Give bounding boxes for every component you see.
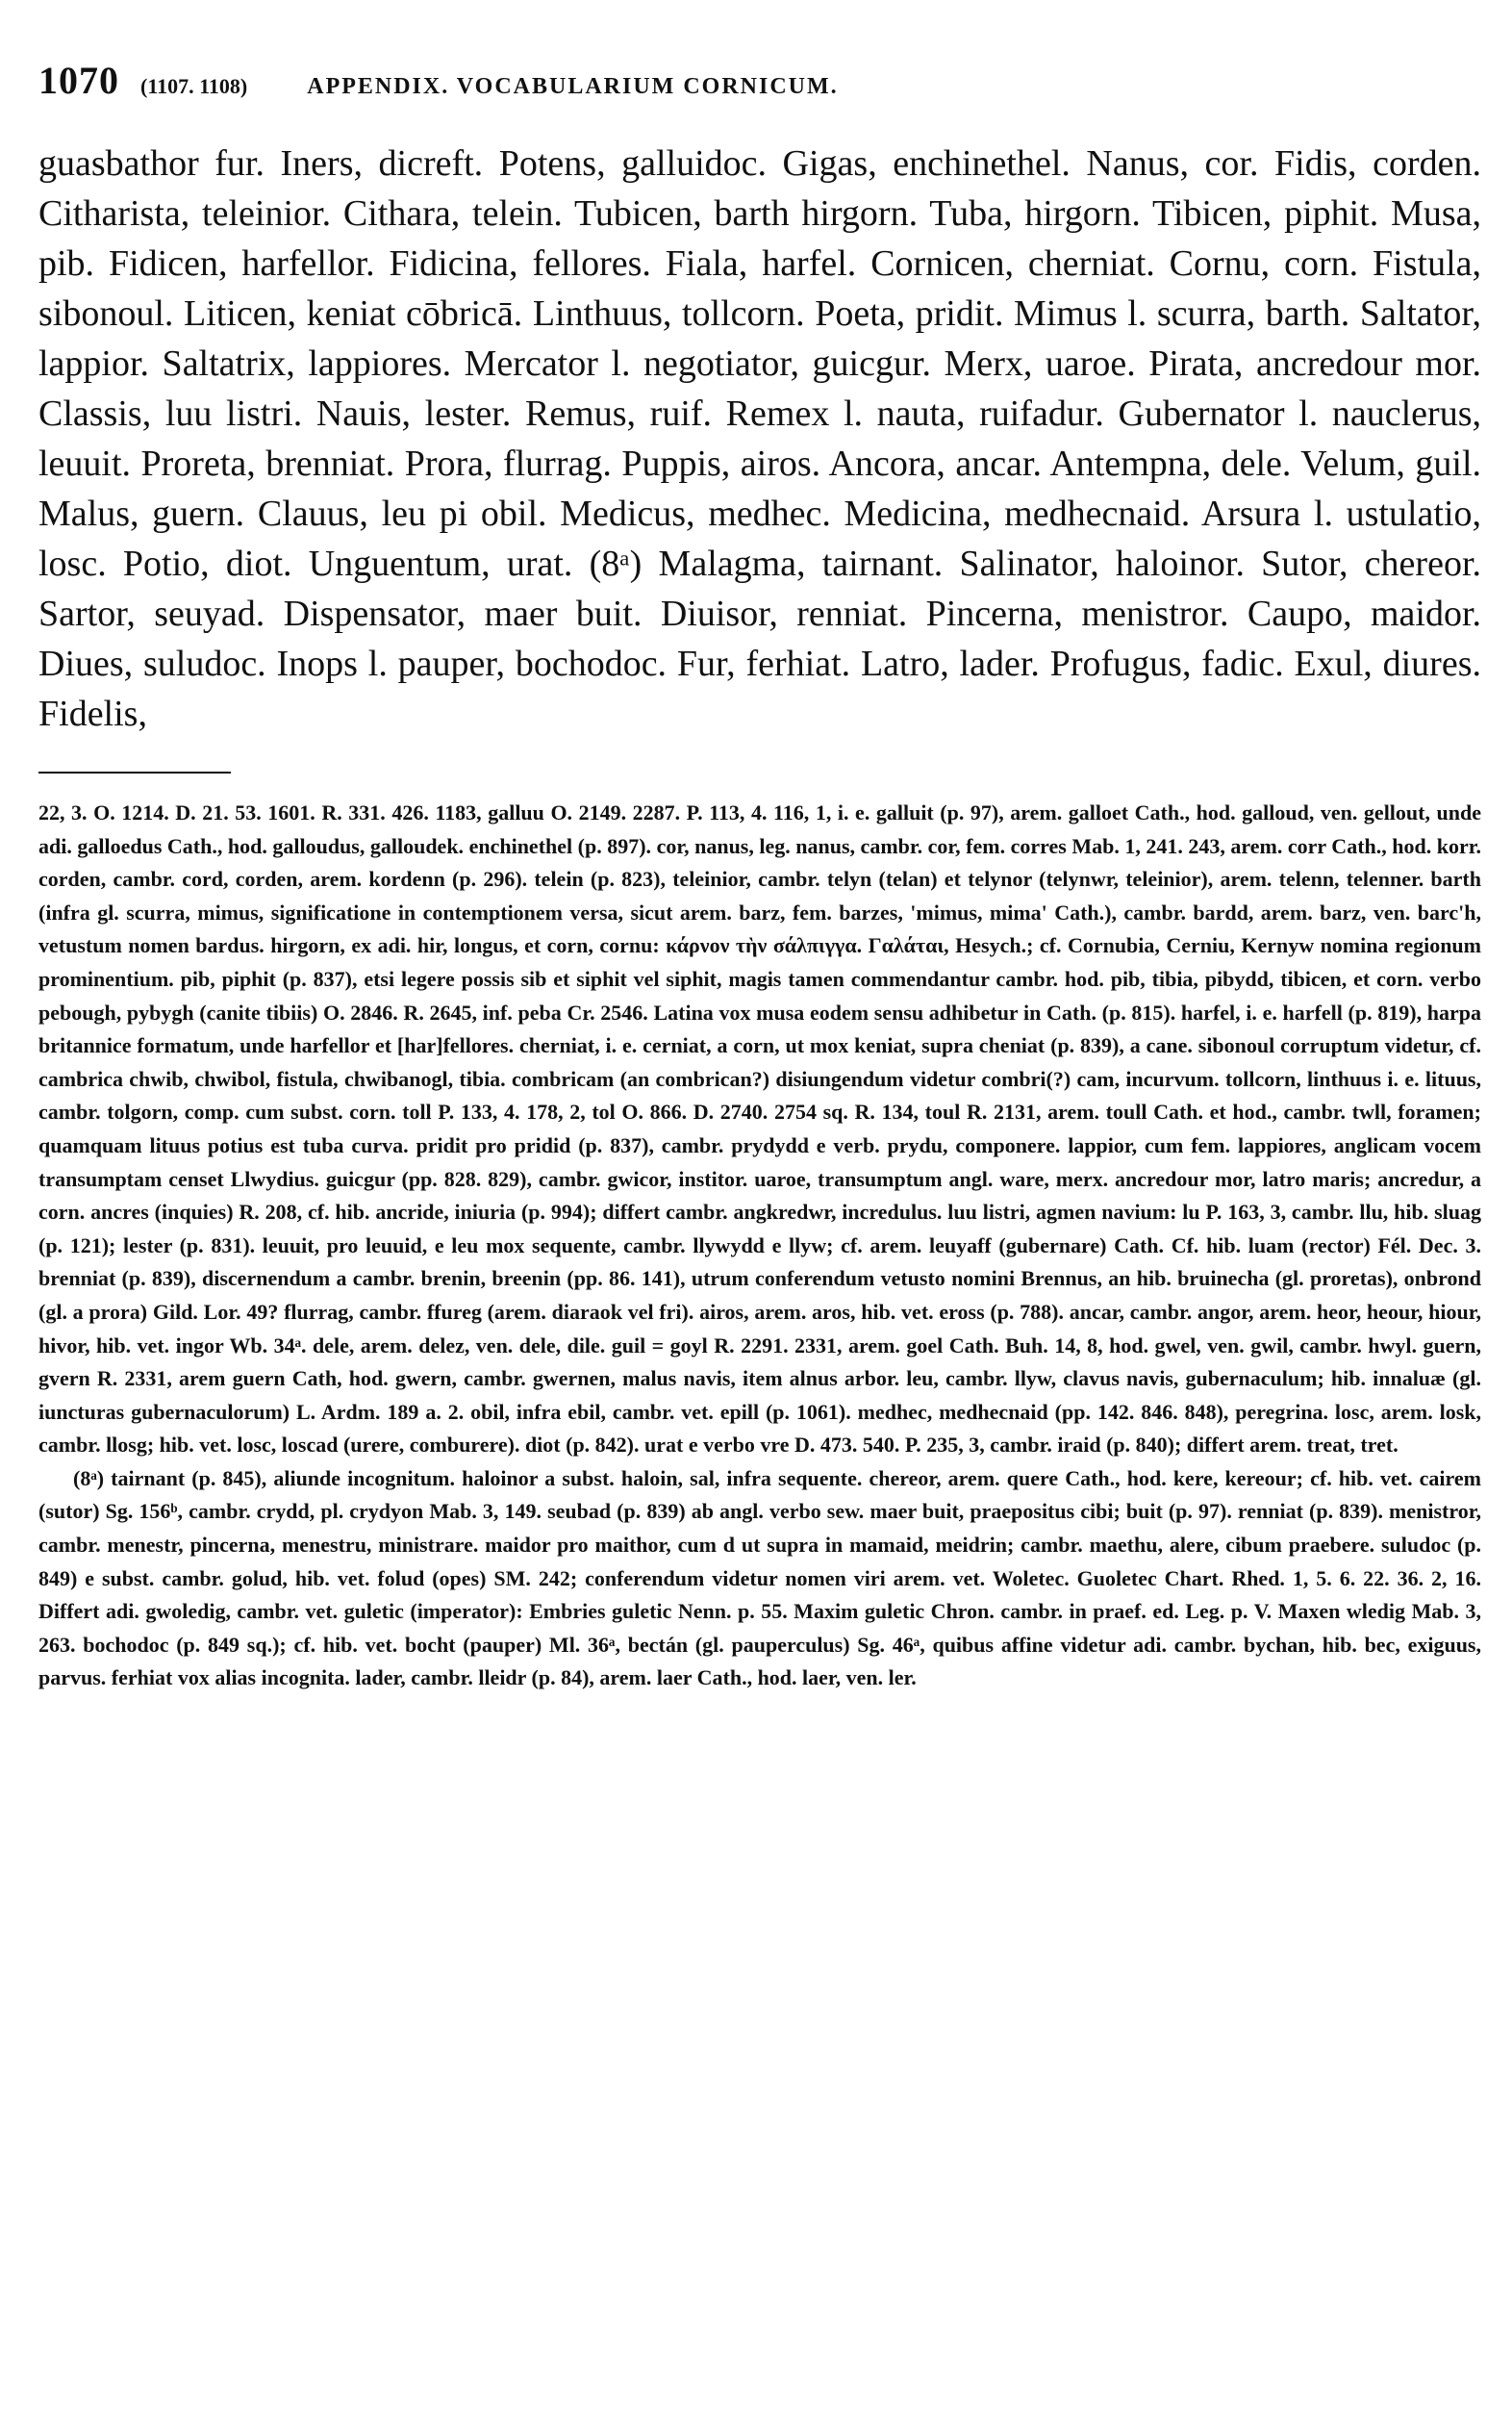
page-number: 1070 — [38, 59, 119, 102]
footnote-paragraph: (8ᵃ) tairnant (p. 845), aliunde incognitum. haloinor a subst. haloin, sal, infra sequente. chereor, arem. quere Cath., hod. kere, kereour; cf. hib. vet. cairem (sutor) Sg. 156ᵇ, cambr. crydd, pl. crydyon Mab. 3, 149. seubad (p. 839) ab angl. verbo sew. maer buit, praepositus cibi; buit (p. 97). renniat (p. 839). menistror, cambr. menestr, pincerna, menestru, ministrare. maidor pro maithor, cum d ut supra in mamaid, meidrin; cambr. maethu, alere, cibum praebere. suludoc (p. 849) e subst. cambr. golud, hib. vet. folud (opes) SM. 242; conferendum videtur nomen viri arem. vet. Woletec. Guoletec Chart. Rhed. 1, 5. 6. 22. 36. 2, 16. Differt adi. gwoledig, cambr. vet. guletic (imperator): Embries guletic Nenn. p. 55. Maxim guletic Chron. cambr. in praef. ed. Leg. p. V. Maxen wledig Mab. 3, 263. bochodoc (p. 849 sq.); cf. hib. vet. bocht (pauper) Ml. 36ᵃ, bectán (gl. pauperculus) Sg. 46ᵃ, quibus affine videtur adi. cambr. bychan, hib. bec, exiguus, parvus. ferhiat vox alias incognita. lader, cambr. lleidr (p. 84), arem. laer Cath., hod. laer, ven. ler. — [38, 1465, 1481, 1690]
column-range: (1107. 1108) — [140, 74, 248, 98]
running-header — [38, 58, 1481, 102]
running-head-title: APPENDIX. VOCABULARIUM CORNICUM. — [307, 74, 839, 99]
footnote-paragraph: 22, 3. O. 1214. D. 21. 53. 1601. R. 331. 426. 1183, galluu O. 2149. 2287. P. 113, 4. 116, 1, i. e. galluit (p. 97), arem. galloet Cath., hod. galloud, ven. gellout, unde adi. galloedus Cath., hod. galloudus, galloudek. enchinethel (p. 897). cor, nanus, leg. nanus, cambr. cor, fem. corres Mab. 1, 241. 243, arem. corr Cath., hod. korr. corden, cambr. cord, corden, arem. kordenn (p. 296). telein (p. 823), teleinior, cambr. telyn (telan) et telynor (telynwr, teleinior), arem. telenn, telenner. barth (infra gl. scurra, mimus, significatione in contemptionem versa, sicut arem. barz, fem. barzes, 'mimus, mima' Cath.), cambr. bardd, arem. barz, ven. barc'h, vetustum nomen bardus. hirgorn, ex adi. hir, longus, et corn, cornu: κάρνον τὴν σάλπιγγα. Γαλάται, Hesych.; cf. Cornubia, Cerniu, Kernyw nomina regionum prominentium. pib, piphit (p. 837), etsi legere possis sib et siphit vel siphit, magis tamen commendantur cambr. hod. pib, tibia, pibydd, tibicen, et corn. verbo pebough, pybygh (canite tibiis) O. 2846. R. 2645, inf. peba Cr. 2546. Latina vox musa eodem sensu adhibetur in Cath. (p. 815). harfel, i. e. harfell (p. 819), harpa britannice formatum, unde harfellor et [har]fellores. cherniat, i. e. cerniat, a corn, ut mox keniat, supra cheniat (p. 839), a cane. sibonoul corruptum videtur, cf. cambrica chwib, chwibol, fistula, chwibanogl, tibia. combricam (an combrican?) disiungendum videtur combri(?) cam, incurvum. tollcorn, linthuus i. e. lituus, cambr. tolgorn, comp. cum subst. corn. toll P. 133, 4. 178, 2, tol O. 866. D. 2740. 2754 sq. R. 134, toul R. 2131, arem. toull Cath. et hod., cambr. twll, foramen; quamquam lituus potius est tuba curva. pridit pro pridid (p. 837), cambr. prydydd e verb. prydu, componere. lappior, cum fem. lappiores, anglicam vocem transumptam censet Llwydius. guicgur (pp. 828. 829), cambr. gwicor, institor. uaroe, transumptum angl. ware, merx. ancredour mor, latro maris; ancredur, a corn. ancres (inquies) R. 208, cf. hib. ancride, iniuria (p. 994); differt cambr. angkredwr, incredulus. luu listri, agmen navium: lu P. 163, 3, cambr. llu, hib. sluag (p. 121); lester (p. 831). leuuit, pro leuuid, e leu mox sequente, cambr. llywydd e llyw; cf. arem. leuyaff (gubernare) Cath. Cf. hib. luam (rector) Fél. Dec. 3. brenniat (p. 839), discernendum a cambr. brenin, breenin (pp. 86. 141), utrum conferendum vetusto nomini Brennus, an hib. bruinecha (gl. proretas), onbrond (gl. a prora) Gild. Lor. 49? flurrag, cambr. ffureg (arem. diaraok vel fri). airos, arem. aros, hib. vet. eross (p. 788). ancar, cambr. angor, arem. heor, heour, hiour, hivor, hib. vet. ingor Wb. 34ᵃ. dele, arem. delez, ven. dele, dile. guil = goyl R. 2291. 2331, arem. goel Cath. Buh. 14, 8, hod. gwel, ven. gwil, cambr. hwyl. guern, gvern R. 2331, arem guern Cath, hod. gwern, cambr. gwernen, malus navis, item alnus arbor. leu, cambr. llyw, clavus navis, gubernaculum; hib. innaluæ (gl. iuncturas gubernaculorum) L. Ardm. 189 a. 2. obil, infra ebil, cambr. vet. epill (p. 1061). medhec, medhecnaid (pp. 142. 846. 848), peregrina. losc, arem. losk, cambr. llosg; hib. vet. losc, loscad (urere, comburere). diot (p. 842). urat e verbo vre D. 473. 540. P. 235, 3, cambr. iraid (p. 840); differt arem. treat, tret. — [38, 800, 1481, 1458]
footnote-rule — [38, 772, 231, 774]
footnotes — [38, 797, 1481, 1695]
main-text: guasbathor fur. Iners, dicreft. Potens, galluidoc. Gigas, enchinethel. Nanus, cor. Fidis, corden. Citharista, teleinior. Cithara, telein. Tubicen, barth hirgorn. Tuba, hirgorn. Tibicen, piphit. Musa, pib. Fidicen, harfellor. Fidicina, fellores. Fiala, harfel. Cornicen, cherniat. Cornu, corn. Fistula, sibonoul. Liticen, keniat cōbricā. Linthuus, tollcorn. Poeta, pridit. Mimus l. scurra, barth. Saltator, lappior. Saltatrix, lappiores. Mercator l. negotiator, guicgur. Merx, uaroe. Pirata, ancredour mor. Classis, luu listri. Nauis, lester. Remus, ruif. Remex l. nauta, ruifadur. Gubernator l. nauclerus, leuuit. Proreta, brenniat. Prora, flurrag. Puppis, airos. Ancora, ancar. Antempna, dele. Velum, guil. Malus, guern. Clauus, leu pi obil. Medicus, medhec. Medicina, medhecnaid. Arsura l. ustulatio, losc. Potio, diot. Unguentum, urat. (8ᵃ) Malagma, tairnant. Salinator, haloinor. Sutor, chereor. Sartor, seuyad. Dispensator, maer buit. Diuisor, renniat. Pincerna, menistror. Caupo, maidor. Diues, suludoc. Inops l. pauper, bochodoc. Fur, ferhiat. Latro, lader. Profugus, fadic. Exul, diures. Fidelis, — [38, 143, 1481, 734]
page — [38, 58, 1481, 1695]
